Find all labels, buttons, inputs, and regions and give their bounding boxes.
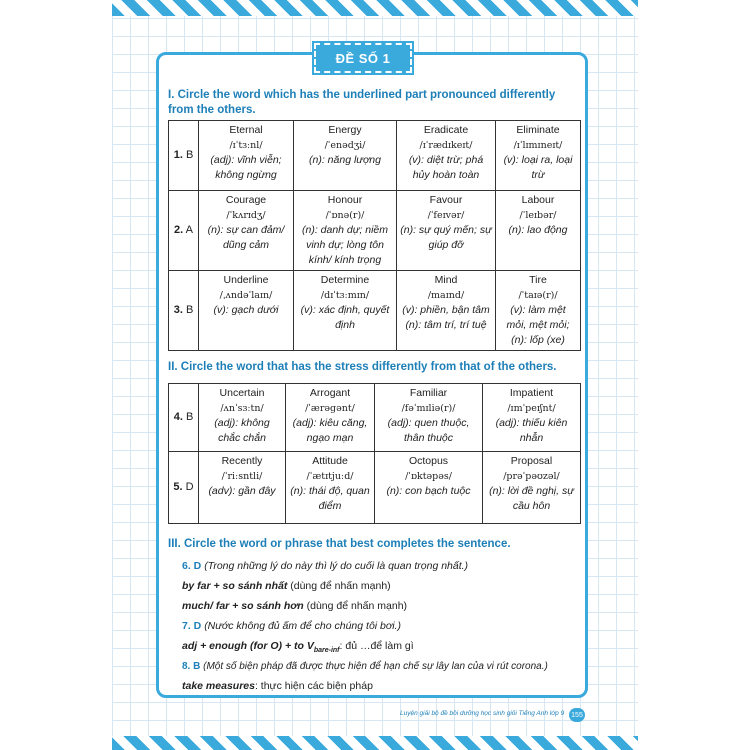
section-3-heading: III. Circle the word or phrase that best completes the sentence. — [168, 538, 511, 550]
vocab-word: Mind — [434, 274, 458, 286]
footer-book-title: Luyện giải bộ đề bồi dưỡng học sinh giỏi Tiếng Anh lớp 9 — [400, 710, 565, 717]
vocab-word: Familiar — [409, 387, 448, 399]
vocab-cell — [286, 452, 375, 524]
note-take-measures: take measures: thực hiện các biện pháp — [182, 680, 373, 692]
vocab-cell — [199, 452, 286, 524]
vocab-ipa: /ˈleɪbər/ — [519, 210, 557, 221]
vocab-meaning: (n): sự quý mến; sự giúp đỡ — [400, 224, 492, 251]
vocab-ipa: /ˈætɪtjuːd/ — [306, 471, 354, 482]
vocab-word: Eliminate — [516, 124, 560, 136]
vocab-meaning: (v): diệt trừ; phá hủy hoàn toàn — [408, 154, 484, 181]
vocab-ipa: /ˈfeɪvər/ — [427, 210, 465, 221]
vocab-cell — [375, 452, 483, 524]
section-1-table — [168, 120, 581, 351]
question-number: 2. — [174, 224, 184, 236]
vocab-cell — [496, 121, 581, 191]
page-number: 155 — [569, 708, 585, 722]
vocab-ipa: /ˈɒnə(r)/ — [325, 210, 365, 221]
vocab-meaning: (adj): kiêu căng, ngạo mạn — [292, 417, 368, 444]
vocab-ipa: /ɪˈlɪmɪneɪt/ — [513, 140, 563, 151]
vocab-ipa: /ˌʌndəˈlaɪn/ — [219, 290, 273, 301]
vocab-ipa: /dɪˈtɜːmɪn/ — [320, 290, 370, 301]
table-row — [169, 271, 581, 351]
vocab-word: Impatient — [509, 387, 554, 399]
table-row — [169, 384, 581, 452]
question-number: 3. — [173, 304, 183, 316]
vocab-ipa: /ˈɒktəpəs/ — [405, 471, 452, 482]
vocab-ipa: /ˈtaɪə(r)/ — [518, 290, 558, 301]
vocab-word: Proposal — [510, 455, 553, 467]
vocab-word: Determine — [320, 274, 370, 286]
vocab-meaning: (n): thái độ, quan điểm — [290, 485, 370, 512]
answer-6 — [182, 559, 582, 574]
question-number: 4. — [173, 411, 183, 423]
question-number: 1. — [173, 149, 183, 161]
vocab-meaning: (adj): không chắc chắn — [214, 417, 270, 444]
answer-8 — [182, 659, 582, 674]
vocab-cell — [199, 384, 286, 452]
vocab-word: Underline — [223, 274, 269, 286]
vocab-ipa: /ˈærəgənt/ — [305, 403, 355, 414]
table-row — [169, 121, 581, 191]
answer-letter: B — [185, 149, 194, 161]
vocab-word: Favour — [429, 194, 463, 206]
vocab-meaning: (v): làm mệt mỏi, mệt mỏi; (n): lốp (xe) — [506, 304, 570, 346]
table-row — [169, 191, 581, 271]
vocab-word: Energy — [328, 124, 362, 136]
answer-8-explanation: (Một số biện pháp đã được thực hiện để hạn chế sự lây lan của vi rút corona.) — [203, 661, 548, 672]
answer-6-explanation: (Trong những lý do này thì lý do cuối là quan trọng nhất.) — [204, 560, 469, 572]
vocab-word: Arrogant — [309, 387, 351, 399]
vocab-cell — [199, 121, 294, 191]
question-number-answer — [169, 191, 199, 271]
section-2-heading: II. Circle the word that has the stress differently from that of the others. — [168, 361, 557, 373]
vocab-cell — [483, 384, 581, 452]
vocab-meaning: (v): xác định, quyết định — [300, 304, 390, 331]
section-2-table — [168, 383, 581, 524]
answer-letter: B — [185, 304, 194, 316]
vocab-cell — [294, 191, 397, 271]
bottom-stripe-border — [112, 736, 638, 750]
vocab-meaning: (n): lời đề nghị, sự cầu hôn — [489, 485, 574, 512]
vocab-word: Eternal — [229, 124, 263, 136]
vocab-word: Tire — [529, 274, 547, 286]
vocab-word: Attitude — [312, 455, 348, 467]
vocab-meaning: (adj): thiếu kiên nhẫn — [495, 417, 568, 444]
vocab-meaning: (v): gạch dưới — [213, 304, 279, 316]
vocab-meaning: (v): phiền, bận tâm (n): tâm trí, trí tuệ — [402, 304, 490, 331]
vocab-meaning: (n): con bạch tuộc — [386, 485, 471, 497]
section-1-heading: I. Circle the word which has the underlined part pronounced differently from the others. — [168, 89, 556, 116]
answer-7-explanation: (Nước không đủ ấm để cho chúng tôi bơi.) — [204, 620, 401, 632]
vocab-meaning: (n): năng lượng — [309, 154, 381, 166]
vocab-ipa: /ɪˈrædɪkeɪt/ — [419, 140, 473, 151]
vocab-meaning: (n): lao động — [508, 224, 568, 236]
vocab-meaning: (adj): quen thuộc, thân thuộc — [387, 417, 470, 444]
vocab-meaning: (adv): gần đây — [208, 485, 276, 497]
vocab-cell — [286, 384, 375, 452]
vocab-cell — [496, 191, 581, 271]
vocab-cell — [375, 384, 483, 452]
vocab-ipa: /ˈkʌrɪdʒ/ — [226, 210, 266, 221]
vocab-ipa: /ʌnˈsɜːtn/ — [220, 403, 264, 414]
question-number-answer — [169, 452, 199, 524]
vocab-ipa: /ˈenədʒi/ — [324, 140, 366, 151]
vocab-cell — [397, 121, 496, 191]
question-number-answer — [169, 121, 199, 191]
vocab-cell — [199, 271, 294, 351]
question-number: 5. — [173, 481, 183, 493]
answer-6-key: 6. D — [182, 560, 202, 572]
vocab-word: Recently — [221, 455, 263, 467]
vocab-cell — [483, 452, 581, 524]
top-stripe-border — [112, 0, 638, 16]
answer-8-key: 8. B — [182, 661, 201, 672]
vocab-cell — [496, 271, 581, 351]
answer-7-key: 7. D — [182, 620, 202, 632]
answer-letter: D — [185, 481, 194, 493]
vocab-word: Courage — [225, 194, 267, 206]
vocab-ipa: /ˈriːsntli/ — [221, 471, 263, 482]
note-by-far: by far + so sánh nhất (dùng để nhấn mạnh) — [182, 580, 391, 592]
vocab-word: Labour — [521, 194, 555, 206]
answer-7 — [182, 619, 582, 634]
vocab-word: Uncertain — [219, 387, 265, 399]
vocab-meaning: (v): loại ra, loại trừ — [503, 154, 573, 181]
vocab-cell — [294, 271, 397, 351]
note-much-far: much/ far + so sánh hơn (dùng để nhấn mạnh) — [182, 600, 408, 612]
note-enough: adj + enough (for O) + to $V_{bare-inf}$: đủ …để làm gì — [182, 640, 414, 655]
vocab-cell — [199, 191, 294, 271]
vocab-cell — [294, 121, 397, 191]
question-number-answer — [169, 271, 199, 351]
vocab-meaning: (n): danh dự; niềm vinh dự; lòng tôn kính/ kính trọng — [301, 224, 389, 266]
vocab-cell — [397, 271, 496, 351]
vocab-ipa: /ɪˈtɜːnl/ — [229, 140, 263, 151]
table-row — [169, 452, 581, 524]
vocab-word: Octopus — [408, 455, 449, 467]
vocab-word: Honour — [327, 194, 363, 206]
answer-letter: A — [185, 224, 193, 236]
vocab-ipa: /maɪnd/ — [427, 290, 465, 301]
page-title: ĐỀ SỐ 1 — [314, 43, 412, 73]
vocab-ipa: /ɪmˈpeɪʃnt/ — [507, 403, 556, 414]
vocab-meaning: (adj): vĩnh viễn; không ngừng — [210, 154, 282, 181]
vocab-ipa: /prəˈpəʊzəl/ — [503, 471, 560, 482]
vocab-cell — [397, 191, 496, 271]
question-number-answer — [169, 384, 199, 452]
answer-letter: B — [185, 411, 194, 423]
vocab-ipa: /fəˈmɪliə(r)/ — [401, 403, 456, 414]
vocab-word: Eradicate — [423, 124, 469, 136]
vocab-meaning: (n): sự can đảm/ dũng cảm — [207, 224, 285, 251]
